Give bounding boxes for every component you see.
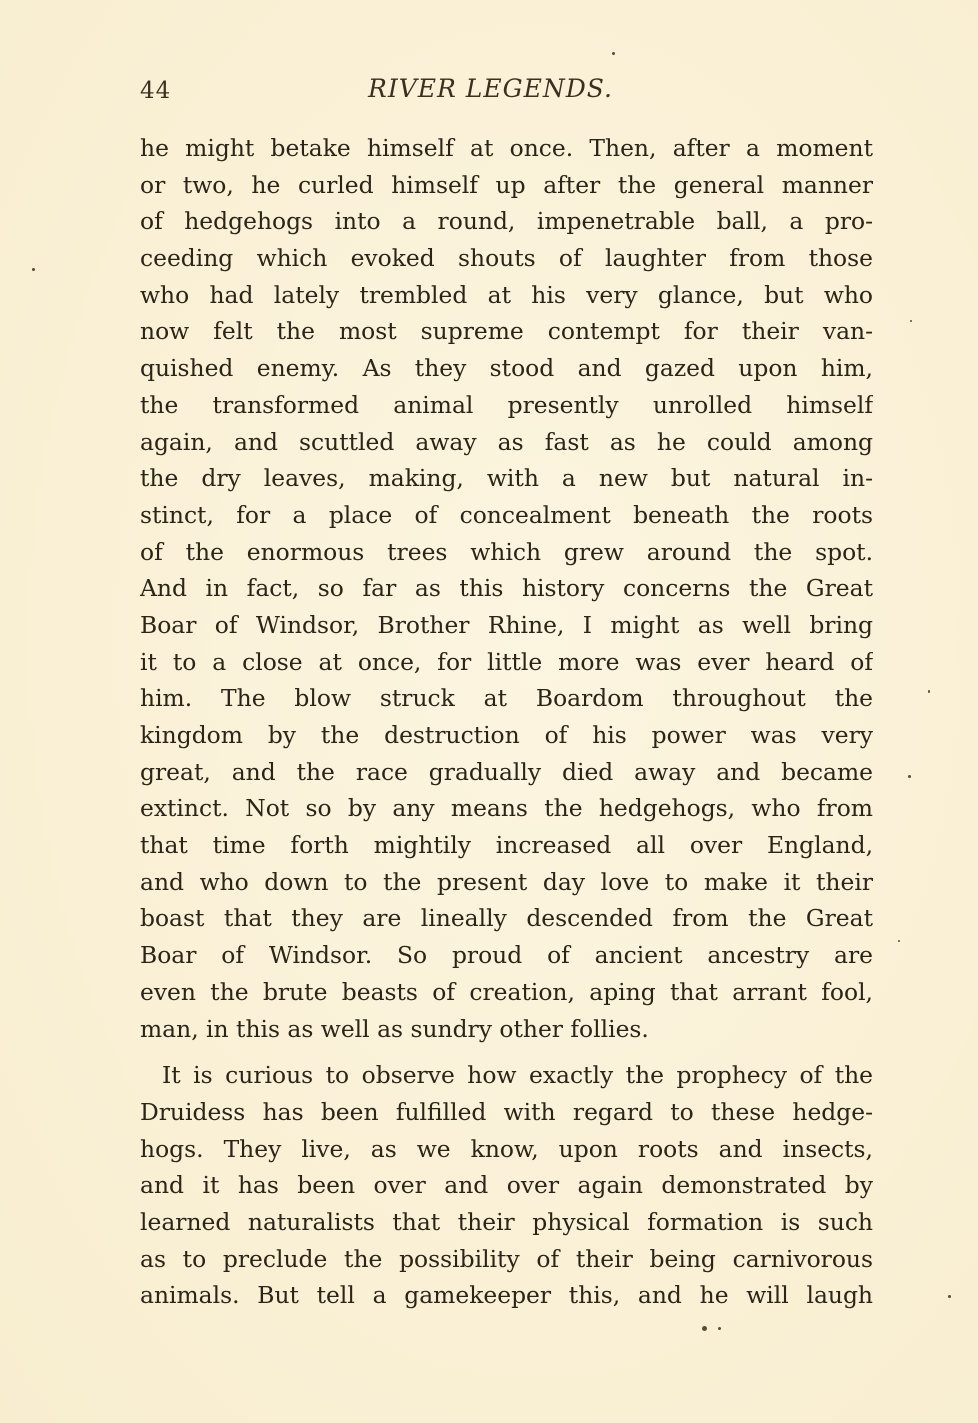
print-speck	[948, 1295, 951, 1298]
paragraph-2	[140, 1057, 873, 1314]
text-line: kingdom by the destruction of his power was very	[140, 721, 873, 749]
text-line: quished enemy. As they stood and gazed upon him,	[140, 354, 873, 383]
text-line: and it has been over and over again demonstrated by	[140, 1171, 873, 1200]
page-number: 44	[140, 78, 172, 104]
text-line: he might betake himself at once. Then, after a moment	[140, 134, 873, 162]
text-line: of hedgehogs into a round, impenetrable ball, a pro-	[140, 207, 873, 236]
paragraph-1	[140, 130, 873, 1047]
print-speck	[612, 52, 615, 55]
text-line: Boar of Windsor. So proud of ancient ancestry are	[140, 941, 873, 970]
text-line: that time forth mightily increased all over England,	[140, 831, 873, 860]
text-line: animals. But tell a gamekeeper this, and he will laugh	[140, 1281, 873, 1310]
text-line: who had lately trembled at his very glance, but who	[140, 280, 873, 309]
text-line: man, in this as well as sundry other follies.	[140, 1014, 649, 1043]
text-line: It is curious to observe how exactly the prophecy of the	[162, 1061, 873, 1090]
print-speck	[910, 320, 912, 322]
paragraph-gap	[140, 1047, 873, 1057]
text-line: great, and the race gradually died away and became	[140, 757, 873, 786]
text-line: Druidess has been fulfilled with regard to these hedge-	[140, 1097, 873, 1126]
text-line: stinct, for a place of concealment beneath the roots	[140, 500, 873, 529]
text-line: it to a close at once, for little more was ever heard of	[140, 647, 873, 676]
body-text	[140, 130, 873, 1314]
text-line: Boar of Windsor, Brother Rhine, I might as well bring	[140, 610, 873, 639]
text-line: ceeding which evoked shouts of laughter from those	[140, 244, 873, 273]
text-line: learned naturalists that their physical formation is such	[140, 1207, 873, 1236]
text-line: even the brute beasts of creation, aping that arrant fool,	[140, 977, 873, 1006]
print-speck	[32, 268, 35, 271]
running-head: RIVER LEGENDS.	[368, 74, 613, 103]
print-speck	[908, 775, 911, 778]
text-line: him. The blow struck at Boardom throughout the	[140, 684, 873, 713]
text-line: and who down to the present day love to make it their	[140, 867, 873, 896]
text-line: as to preclude the possibility of their being carnivorous	[140, 1244, 873, 1273]
text-line: of the enormous trees which grew around the spot.	[140, 537, 873, 566]
text-line: the dry leaves, making, with a new but natural in-	[140, 464, 873, 493]
text-line: now felt the most supreme contempt for their van-	[140, 317, 873, 346]
text-line: the transformed animal presently unrolled himself	[140, 390, 873, 419]
text-line: or two, he curled himself up after the general manner	[140, 170, 873, 199]
text-line: And in fact, so far as this history concerns the Great	[140, 574, 873, 603]
print-speck	[718, 1327, 721, 1330]
print-speck	[928, 690, 930, 693]
print-speck	[898, 940, 900, 942]
text-line: extinct. Not so by any means the hedgehogs, who from	[140, 794, 873, 823]
print-speck	[702, 1326, 707, 1331]
text-line: again, and scuttled away as fast as he could among	[140, 427, 873, 456]
text-line: hogs. They live, as we know, upon roots and insects,	[140, 1134, 873, 1163]
text-line: boast that they are lineally descended from the Great	[140, 904, 873, 933]
